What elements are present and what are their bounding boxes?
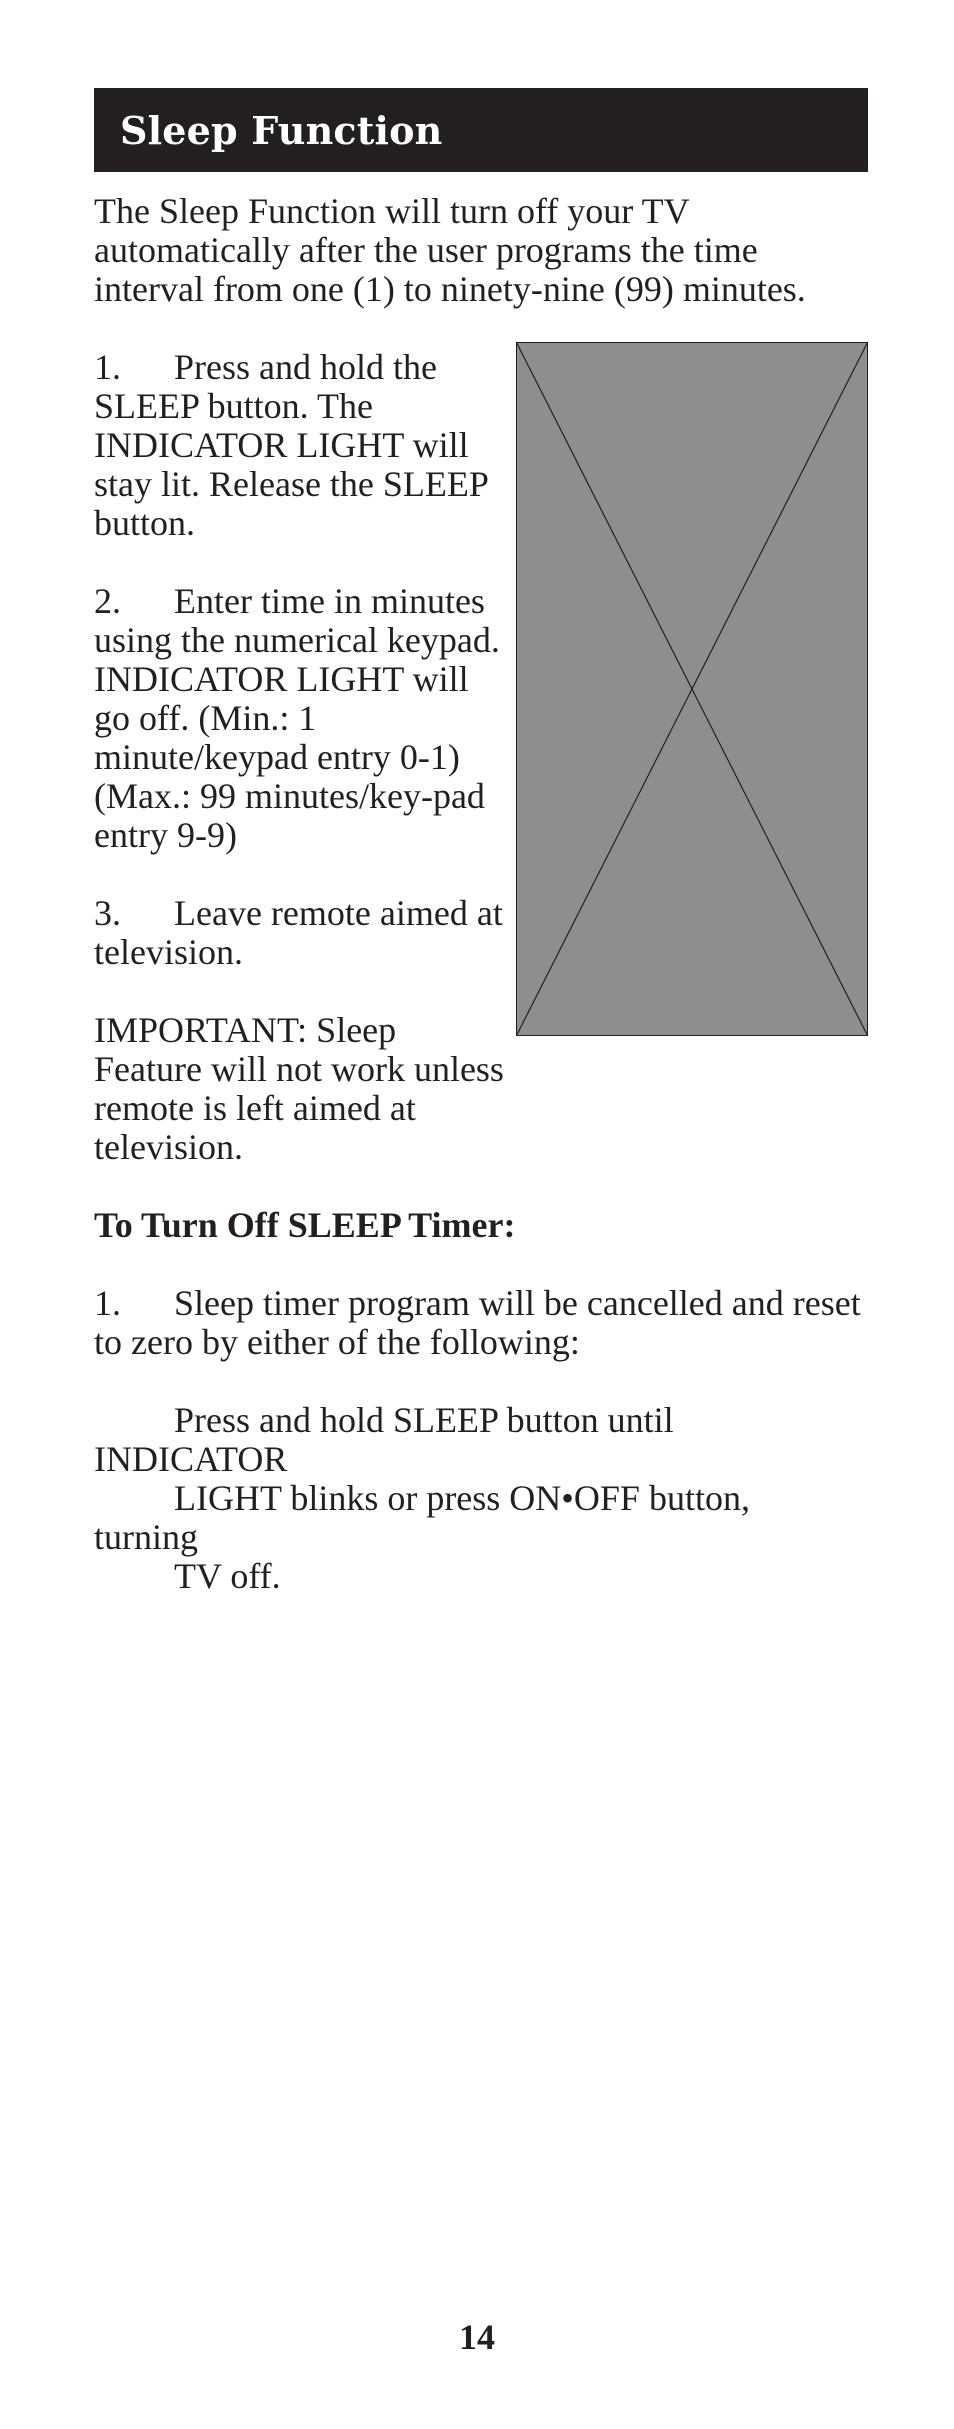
step-2-text: Enter time in minutes using the numerical keypad. INDICATOR LIGHT will go off. (Min.: 1 minute/keypad entry 0-1) <box>94 581 500 777</box>
turn-off-line-3: TV off. <box>174 1556 281 1596</box>
image-placeholder-figure <box>516 342 868 1036</box>
section-title: Sleep Function <box>120 107 443 153</box>
turn-off-step-1 <box>94 1284 868 1362</box>
step-3-number: 3. <box>94 893 121 933</box>
step-1-text: Press and hold the SLEEP button. The INDICATOR LIGHT will stay lit. Release the SLEEP button. <box>94 347 488 543</box>
turn-off-line-2a: LIGHT blinks or press ON•OFF button, <box>174 1478 750 1518</box>
step-3-text: Leave remote aimed at television. <box>94 893 503 972</box>
turn-off-step-number: 1. <box>94 1283 121 1323</box>
turn-off-step-text: Sleep timer program will be cancelled and reset to zero by either of the following: <box>94 1283 861 1362</box>
turn-off-line-2b: turning <box>94 1517 198 1557</box>
intro-paragraph: The Sleep Function will turn off your TV automatically after the user programs the time interval from one (1) to ninety-nine (99) minutes. <box>94 191 806 309</box>
turn-off-options <box>94 1401 868 1596</box>
manual-page <box>94 88 868 1596</box>
page-number: 14 <box>459 2317 495 2357</box>
step-2-extra: (Max.: 99 minutes/key-pad entry 9-9) <box>94 776 485 855</box>
step-1-number: 1. <box>94 347 121 387</box>
step-1 <box>94 348 504 543</box>
step-3 <box>94 894 504 972</box>
turn-off-heading: To Turn Off SLEEP Timer: <box>94 1205 516 1245</box>
step-2-number: 2. <box>94 581 121 621</box>
steps-with-figure <box>94 348 868 1167</box>
turn-off-line-1a: Press and hold SLEEP button until <box>174 1400 674 1440</box>
steps-column <box>94 348 504 1167</box>
step-2 <box>94 582 504 855</box>
important-note: IMPORTANT: Sleep Feature will not work unless remote is left aimed at television. <box>94 1010 504 1167</box>
section-header-bar <box>94 88 868 172</box>
turn-off-line-1b: INDICATOR <box>94 1439 288 1479</box>
image-placeholder-graphic <box>516 342 868 1036</box>
